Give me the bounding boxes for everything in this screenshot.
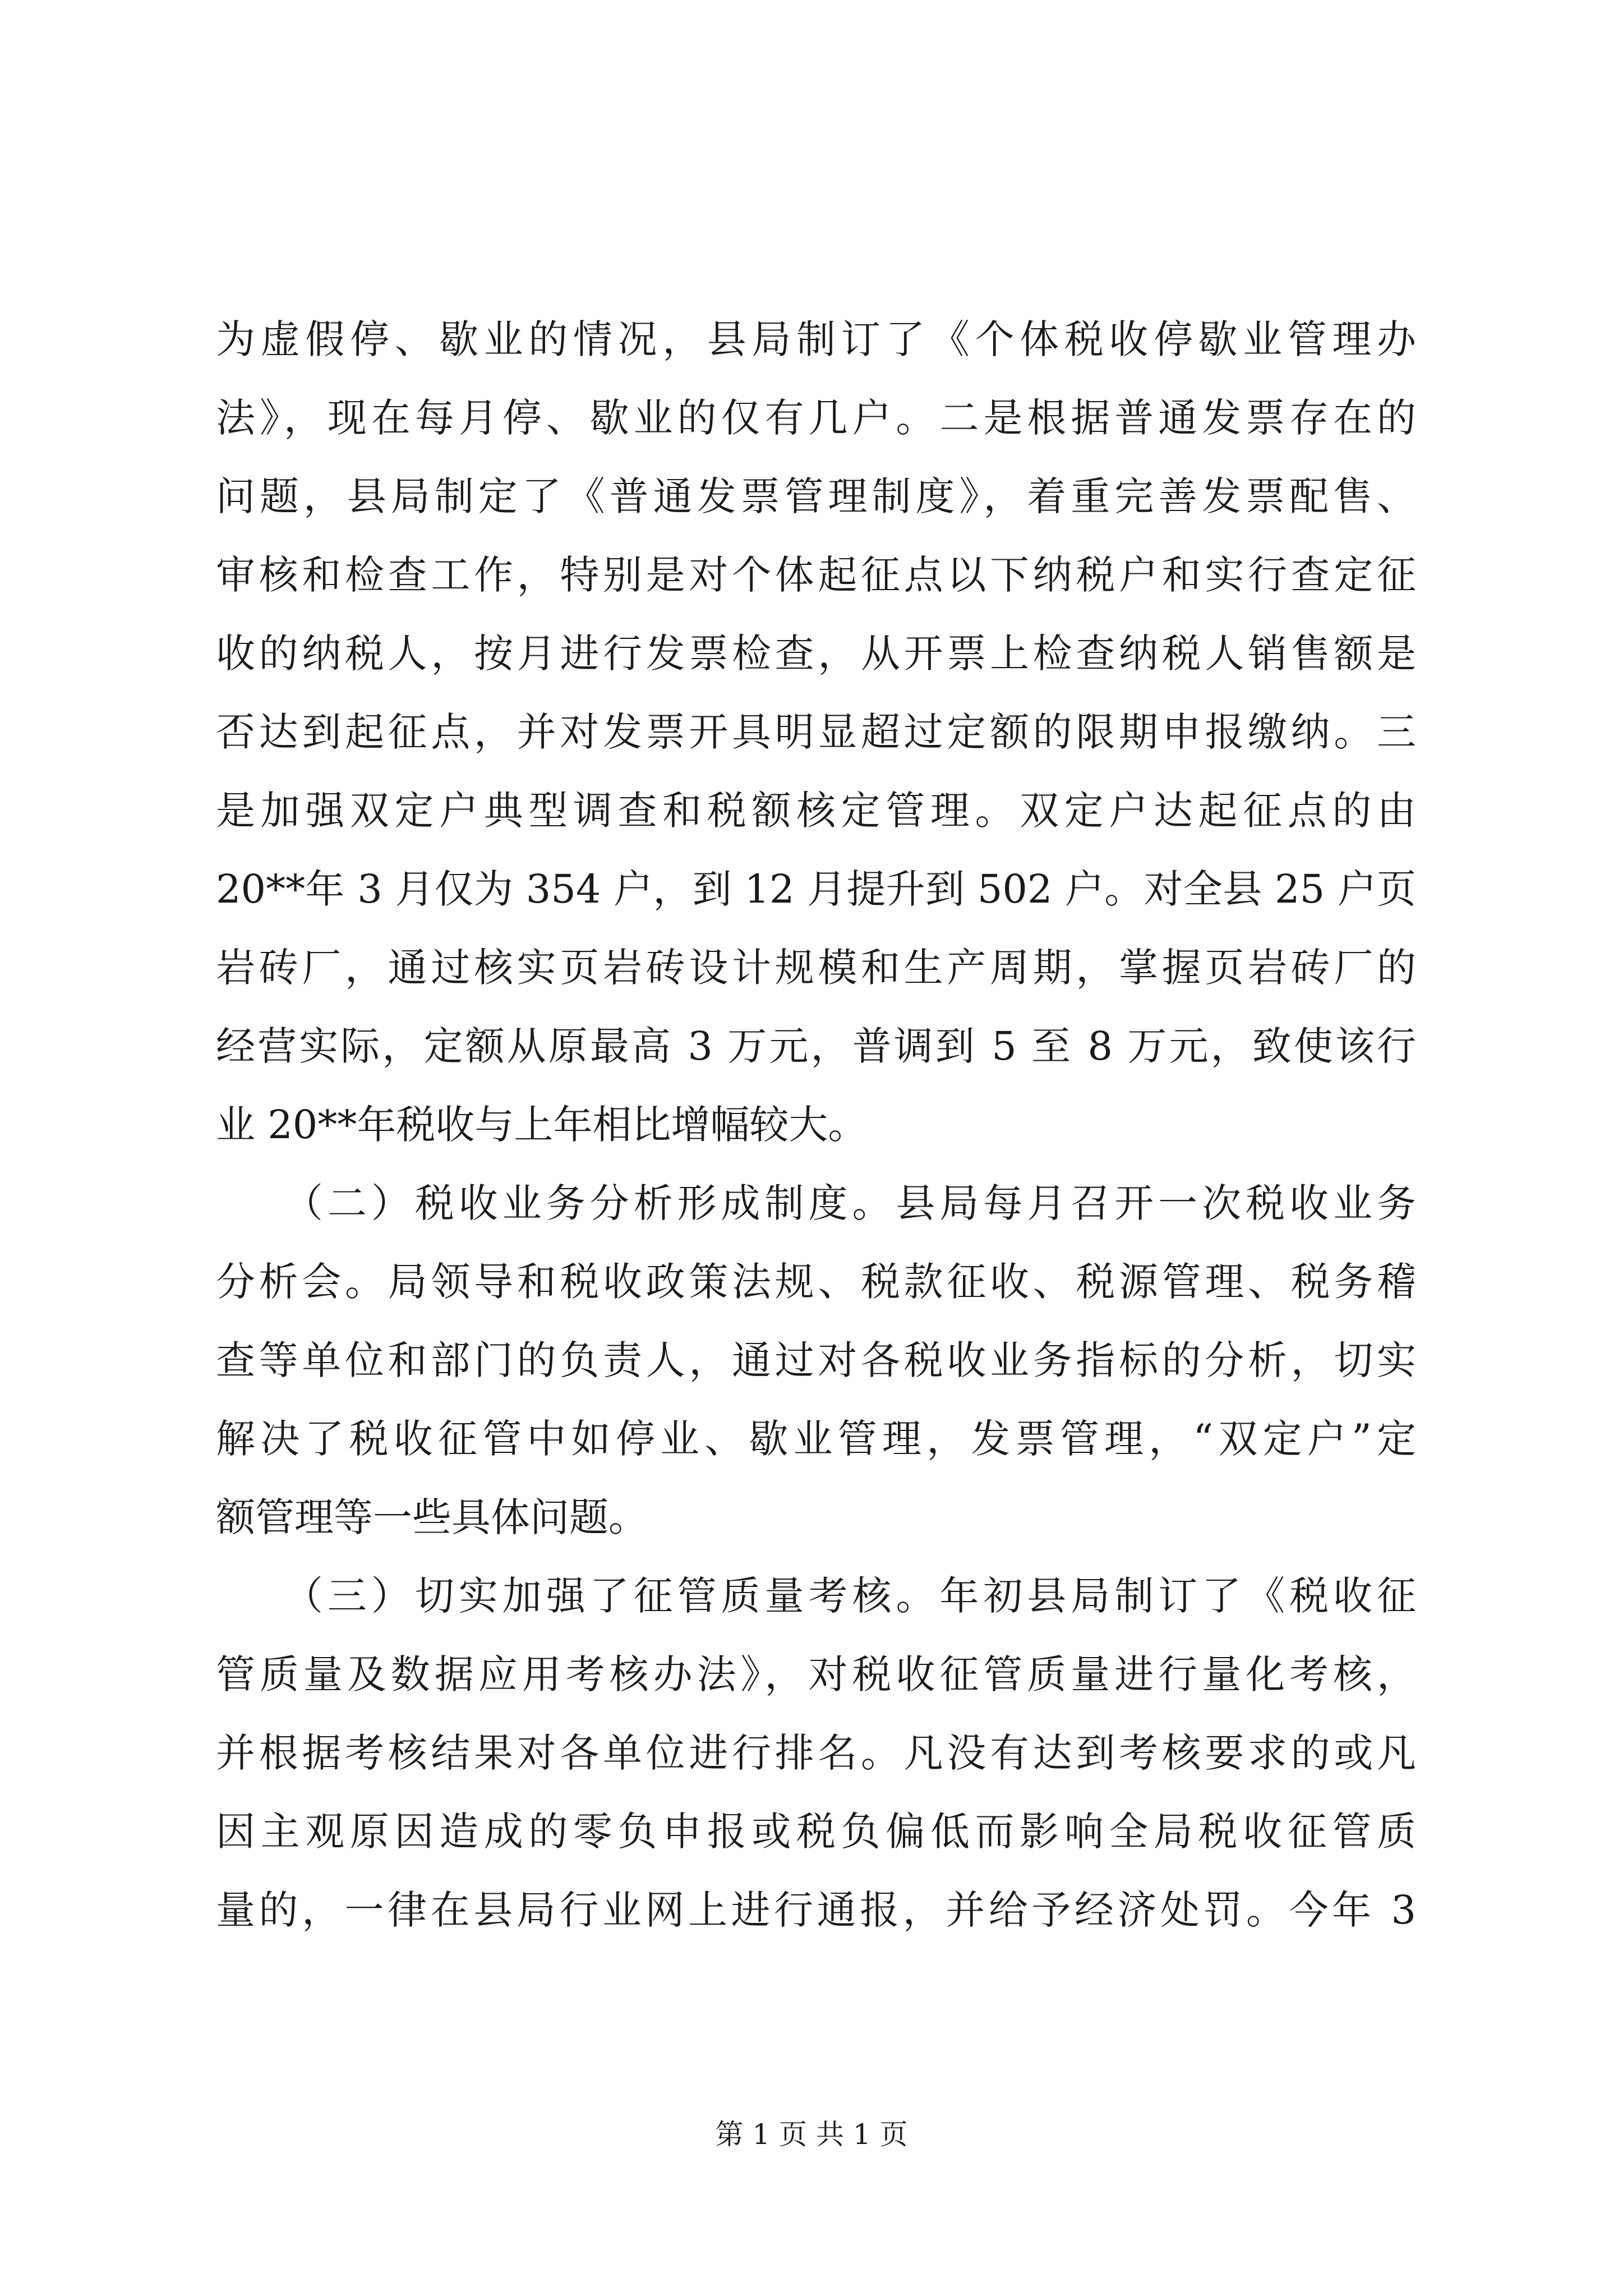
text-line: 经营实际，定额从原最高 3 万元，普调到 5 至 8 万元，致使该行 [216,1023,1416,1069]
text-line: 分析会。局领导和税收政策法规、税款征收、税源管理、税务稽 [216,1259,1416,1305]
paragraph-start-line: （三）切实加强了征管质量考核。年初县局制订了《税收征 [216,1573,1416,1619]
text-line: 管质量及数据应用考核办法》，对税收征管质量进行量化考核， [216,1651,1416,1697]
text-line: 为虚假停、歇业的情况，县局制订了《个体税收停歇业管理办 [216,316,1416,362]
text-line: 问题，县局制定了《普通发票管理制度》，着重完善发票配售、 [216,473,1416,519]
paragraph-start-line: （二）税收业务分析形成制度。县局每月召开一次税收业务 [216,1180,1416,1226]
paragraph-end-line: 业 20**年税收与上年相比增幅较大。 [216,1102,868,1148]
paragraph-end-line: 额管理等一些具体问题。 [216,1494,648,1540]
text-line: 法》，现在每月停、歇业的仅有几户。二是根据普通发票存在的 [216,395,1416,441]
text-line: 因主观原因造成的零负申报或税负偏低而影响全局税收征管质 [216,1809,1416,1855]
document-body [216,300,1416,1949]
page-number-footer: 第 1 页 共 1 页 [715,2118,908,2151]
text-line: 否达到起征点，并对发票开具明显超过定额的限期申报缴纳。三 [216,709,1416,755]
text-line: 解决了税收征管中如停业、歇业管理，发票管理，“双定户”定 [216,1416,1416,1462]
text-line: 并根据考核结果对各单位进行排名。凡没有达到考核要求的或凡 [216,1730,1416,1776]
text-line: 岩砖厂，通过核实页岩砖设计规模和生产周期，掌握页岩砖厂的 [216,945,1416,991]
text-line: 20**年 3 月仅为 354 户，到 12 月提升到 502 户。对全县 25 户页 [216,866,1416,912]
text-line: 查等单位和部门的负责人，通过对各税收业务指标的分析，切实 [216,1337,1416,1383]
text-line: 量的，一律在县局行业网上进行通报，并给予经济处罚。今年 3 [216,1887,1416,1933]
text-line: 是加强双定户典型调查和税额核定管理。双定户达起征点的由 [216,788,1416,834]
text-line: 审核和检查工作，特别是对个体起征点以下纳税户和实行查定征 [216,552,1416,598]
text-line: 收的纳税人，按月进行发票检查，从开票上检查纳税人销售额是 [216,631,1416,677]
